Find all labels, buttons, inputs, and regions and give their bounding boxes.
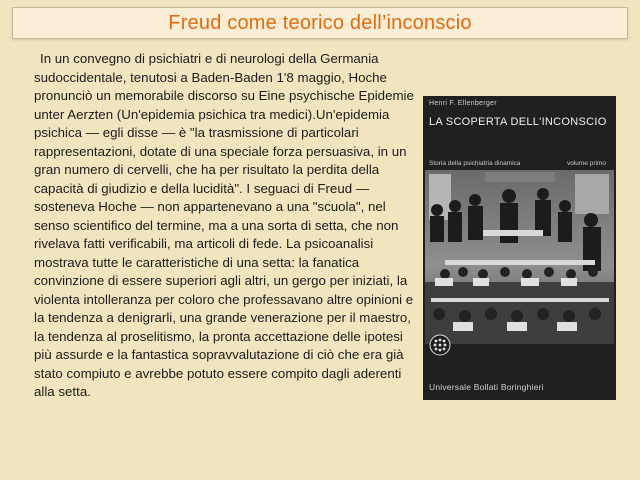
book-cover bbox=[423, 96, 616, 400]
publisher-logo-icon bbox=[429, 334, 451, 356]
title-box bbox=[12, 7, 628, 39]
slide-title: Freud come teorico dell’inconscio bbox=[168, 11, 472, 34]
book-subtitle: Storia della psichiatria dinamica bbox=[429, 160, 521, 167]
book-title: LA SCOPERTA DELL'INCONSCIO bbox=[429, 116, 607, 128]
book-volume: volume primo bbox=[566, 160, 606, 167]
body-paragraph: In un convegno di psichiatri e di neurologi della Germania sudoccidentale, tenutosi a Baden-Baden 1'8 maggio, Hoche pronunciò un memorabile discorso su Eine psychische Epidemie unter Aerzten (Un'epidemia psichica tra medici).Un'epidemia psichica — egli disse — è "la trasmissione di particolari rappresentazioni, dotate di una speciale forza persuasiva, in un gran numero di cervelli, che ha per risultato la perdita della capacità di giudizio e della lucidità". I seguaci di Freud — sosteneva Hoche — non appartenevano a una "scuola", nel senso scientifico del termine, ma a una sorta di setta, che non rivelava fatti verificabili, ma articoli di fede. La psicoanalisi mostrava tutte le caratteristiche di una setta: la fanatica convinzione di essere superiori agli altri, un gergo per iniziati, la violenta intolleranza per coloro che professavano altre opinioni e la tendenza a denigrarli, una grande venerazione per il maestro, la tendenza al proselitismo, la pronta accettazione delle ipotesi più assurde e la fantastica sopravvalutazione di ciò che era già stato compiuto e avrebbe potuto essere compito dagli aderenti alla setta. bbox=[34, 51, 414, 399]
book-author: Henri F. Ellenberger bbox=[429, 100, 497, 107]
book-publisher: Universale Bollati Boringhieri bbox=[429, 382, 544, 392]
cover-photo bbox=[425, 170, 614, 344]
